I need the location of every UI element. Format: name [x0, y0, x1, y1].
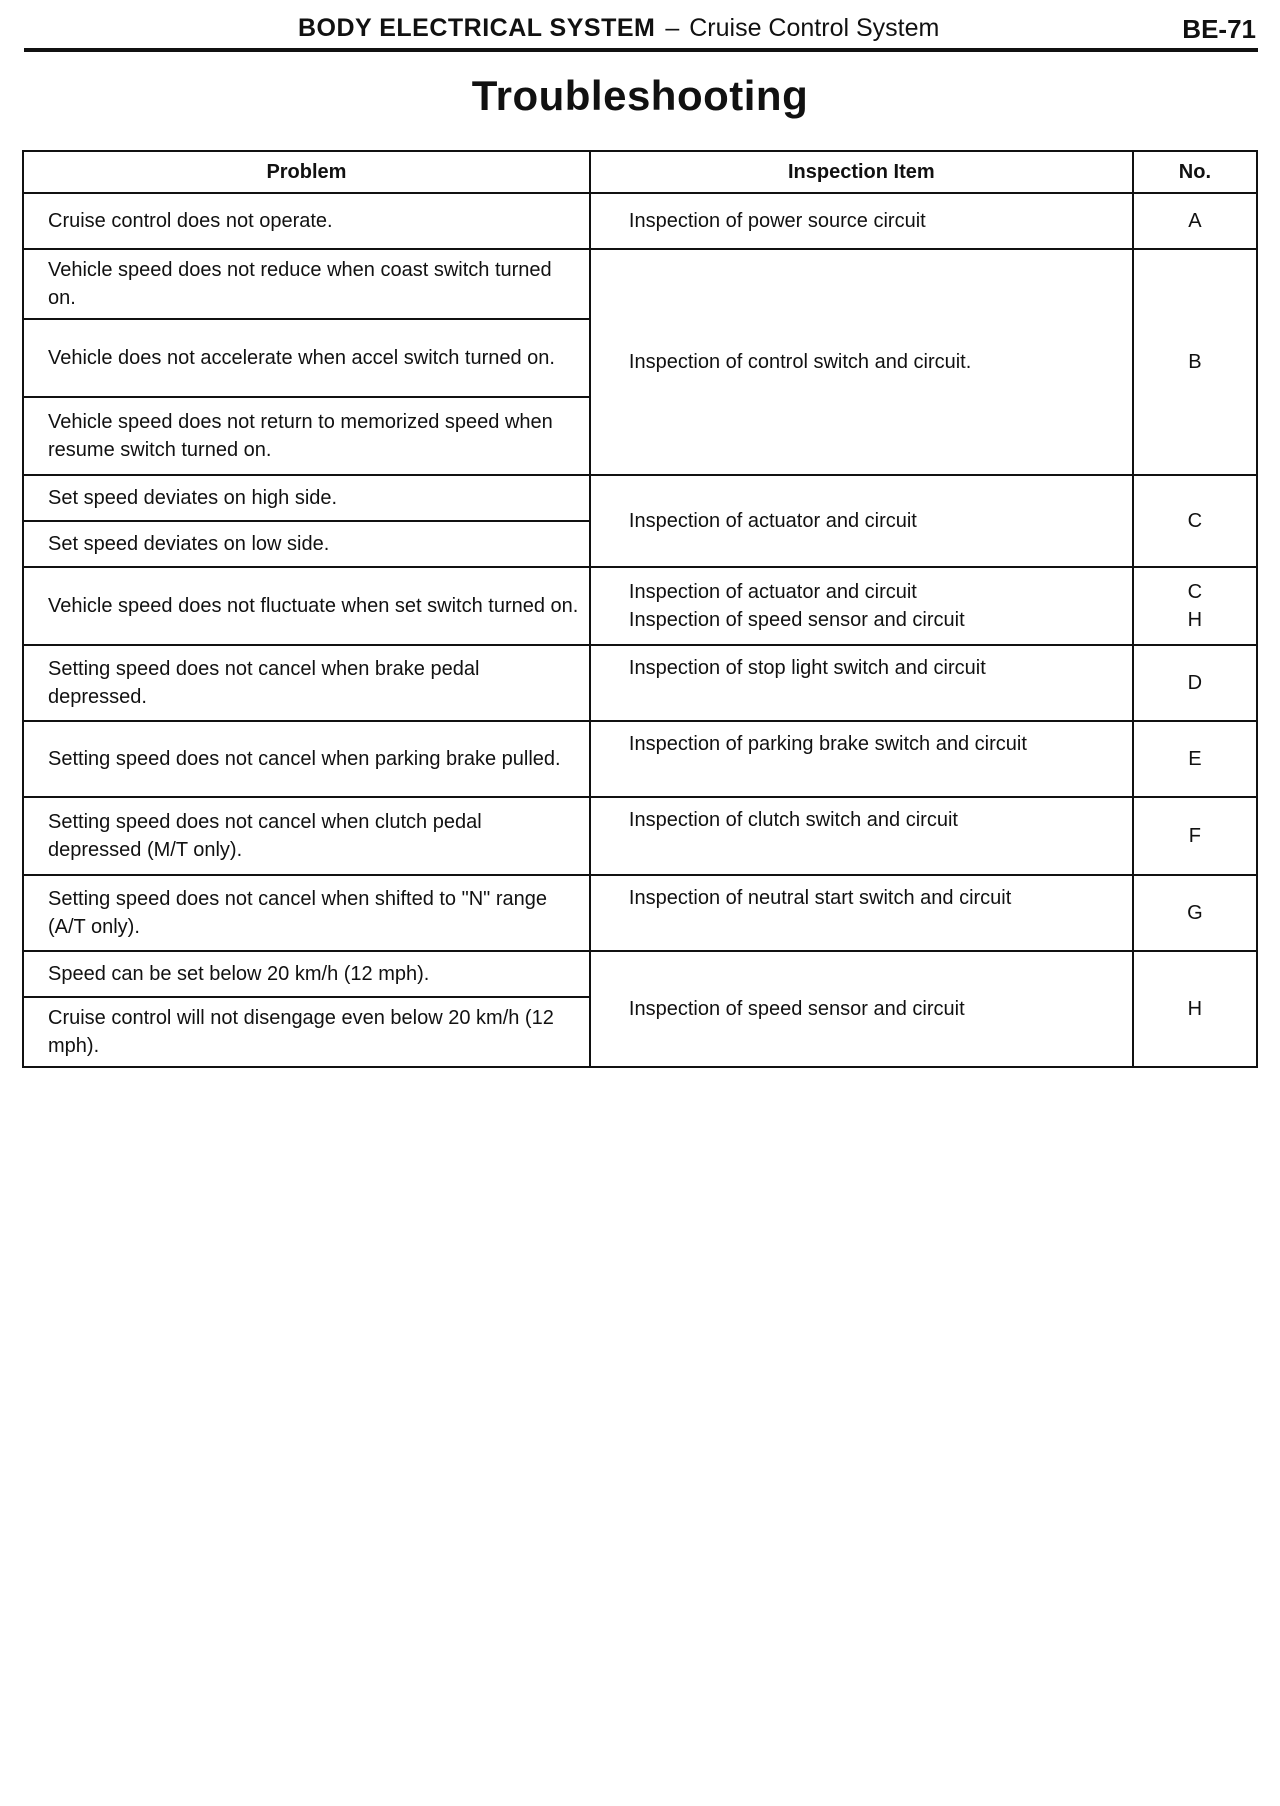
inspection-line: Inspection of actuator and circuit: [628, 581, 917, 603]
inspection-cell: [590, 567, 1133, 645]
inspection-cell: Inspection of actuator and circuit: [590, 475, 1133, 567]
inspection-line: Inspection of speed sensor and circuit: [628, 609, 965, 631]
table-row: [23, 951, 1257, 997]
page-number: BE-71: [1182, 14, 1256, 44]
problem-cell: Cruise control will not disengage even below 20 km/h (12 mph).: [23, 997, 590, 1067]
page-header: [24, 10, 1258, 52]
section-name: BODY ELECTRICAL SYSTEM: [298, 14, 656, 42]
problem-cell: Speed can be set below 20 km/h (12 mph).: [23, 951, 590, 997]
number-line: H: [1187, 609, 1203, 631]
problem-cell: Vehicle speed does not fluctuate when set switch turned on.: [23, 567, 590, 645]
table-row: [23, 875, 1257, 951]
number-cell: D: [1133, 645, 1257, 721]
problem-cell: Vehicle speed does not reduce when coast switch turned on.: [23, 249, 590, 319]
inspection-cell: Inspection of control switch and circuit.: [590, 249, 1133, 475]
inspection-cell: Inspection of neutral start switch and circuit: [590, 875, 1133, 951]
table-row: [23, 721, 1257, 797]
table-row: [23, 567, 1257, 645]
column-header-number: No.: [1133, 151, 1257, 193]
title-dash: –: [665, 14, 680, 42]
problem-cell: Cruise control does not operate.: [23, 193, 590, 249]
section-title: [298, 14, 939, 43]
table-row: [23, 249, 1257, 319]
number-cell: A: [1133, 193, 1257, 249]
problem-cell: Set speed deviates on low side.: [23, 521, 590, 567]
inspection-cell: Inspection of stop light switch and circuit: [590, 645, 1133, 721]
table-row: [23, 645, 1257, 721]
number-cell: G: [1133, 875, 1257, 951]
number-cell: [1133, 567, 1257, 645]
problem-cell: Setting speed does not cancel when brake pedal depressed.: [23, 645, 590, 721]
problem-cell: Vehicle does not accelerate when accel switch turned on.: [23, 319, 590, 397]
troubleshooting-table: [22, 150, 1258, 1068]
column-header-problem: Problem: [23, 151, 590, 193]
inspection-cell: Inspection of power source circuit: [590, 193, 1133, 249]
column-header-inspection: Inspection Item: [590, 151, 1133, 193]
number-cell: C: [1133, 475, 1257, 567]
problem-cell: Set speed deviates on high side.: [23, 475, 590, 521]
inspection-cell: Inspection of speed sensor and circuit: [590, 951, 1133, 1067]
number-cell: E: [1133, 721, 1257, 797]
number-line: C: [1187, 581, 1203, 603]
inspection-cell: Inspection of parking brake switch and circuit: [590, 721, 1133, 797]
number-cell: B: [1133, 249, 1257, 475]
problem-cell: Setting speed does not cancel when shifted to "N" range (A/T only).: [23, 875, 590, 951]
number-cell: F: [1133, 797, 1257, 875]
table-row: [23, 797, 1257, 875]
subsection-name: Cruise Control System: [689, 14, 940, 42]
problem-cell: Setting speed does not cancel when parking brake pulled.: [23, 721, 590, 797]
table-header-row: [23, 151, 1257, 193]
table-row: [23, 475, 1257, 521]
inspection-cell: Inspection of clutch switch and circuit: [590, 797, 1133, 875]
number-cell: H: [1133, 951, 1257, 1067]
table-row: [23, 193, 1257, 249]
problem-cell: Vehicle speed does not return to memorized speed when resume switch turned on.: [23, 397, 590, 475]
problem-cell: Setting speed does not cancel when clutch pedal depressed (M/T only).: [23, 797, 590, 875]
page-title: Troubleshooting: [471, 72, 809, 119]
